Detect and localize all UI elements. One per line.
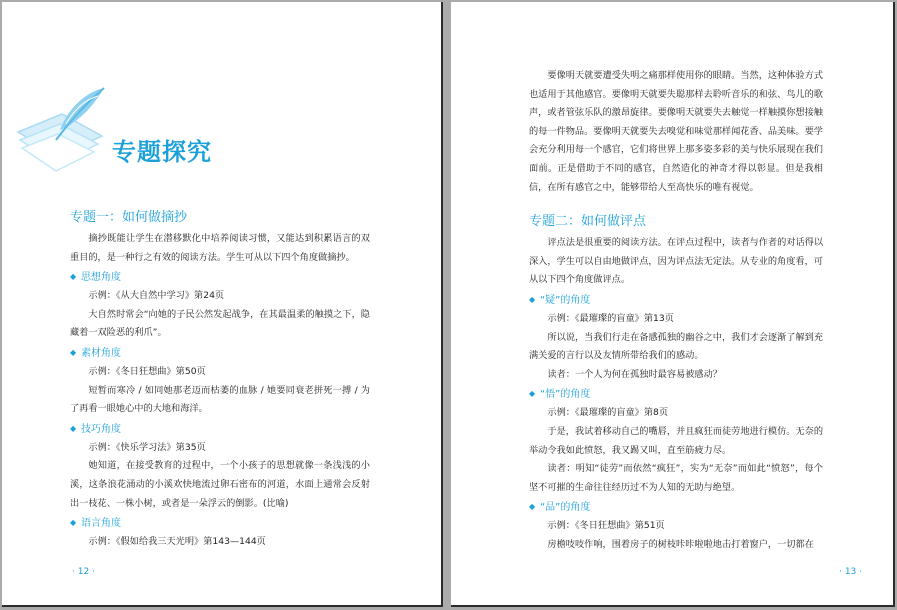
right-content xyxy=(529,67,823,554)
quote-paragraph: 所以说，当我们行走在备感孤独的幽谷之中，我们才会逐渐了解到充满关爱的言行以及友情所带给我们的感动。 xyxy=(529,331,824,362)
page-number: · 12 · xyxy=(72,567,95,577)
example-line: 示例：《最璀璨的盲童》第13页 xyxy=(547,312,674,324)
diamond-icon: ◆ xyxy=(70,518,77,528)
subheading-taste: ◆ “品”的角度 xyxy=(529,497,823,517)
main-title: 专题探究 xyxy=(112,137,212,166)
diamond-icon: ◆ xyxy=(529,502,536,512)
example-line: 示例：《从大自然中学习》第24页 xyxy=(88,290,225,302)
left-page xyxy=(2,2,443,607)
diamond-icon: ◆ xyxy=(529,389,536,399)
reader-comment: 读者：一个人为何在孤独时最容易被感动？ xyxy=(547,368,722,380)
section-heading: 专题二：如何做评点 xyxy=(529,214,647,230)
diamond-icon: ◆ xyxy=(70,272,77,282)
quote-paragraph: 房檐吱吱作响，围着房子的树枝咔咔啦啦地击打着窗户，一切都在 xyxy=(547,538,814,550)
quote-paragraph: 她知道，在接受教育的过程中，一个小孩子的思想就像一条浅浅的小溪，这条浪花涌动的小溪欢快地流过卵石密布的河道，水面上通常会反射出一枝花、一株小树，或者是一朵浮云的倒影。(比喻) xyxy=(70,460,370,509)
quote-paragraph: 大自然时常会“向她的子民公然发起战争，在其最温柔的触摸之下，隐藏着一双险恶的利爪”。 xyxy=(70,308,370,339)
intro-paragraph: 摘抄既能让学生在潜移默化中培养阅读习惯，又能达到积累语言的双重目的，是一种行之有效的阅读方法。学生可从以下四个角度做摘抄。 xyxy=(70,233,370,263)
right-page xyxy=(451,2,895,607)
example-line: 示例：《最璀璨的盲童》第8页 xyxy=(547,407,669,419)
diamond-icon: ◆ xyxy=(70,423,77,433)
quote-paragraph: 短暂而寒冷 / 如同她那老迈而枯萎的血脉 / 她要同衰老拼死一搏 / 为了再看一眼她心中的大地和海洋。 xyxy=(70,384,370,415)
diamond-icon: ◆ xyxy=(70,347,77,357)
example-line: 示例：《冬日狂想曲》第51页 xyxy=(547,520,665,532)
subheading-technique: ◆ 技巧角度 xyxy=(70,419,370,439)
example-line: 示例：《假如给我三天光明》第143—144页 xyxy=(88,536,266,548)
subheading-doubt: ◆ “疑”的角度 xyxy=(529,290,823,310)
page-number: · 13 · xyxy=(839,567,862,577)
reader-comment: 读者：明知“徒劳”而依然“疯狂”，实为“无奈”而如此“愤怒”，每个坚不可摧的生命往往经历过不为人知的无助与绝望。 xyxy=(529,463,823,493)
subheading-thought: ◆ 思想角度 xyxy=(70,267,370,287)
intro-paragraph: 评点法是很重要的阅读方法。在评点过程中，读者与作者的对话得以深入，学生可以自由地做评点，因为评点法无定法。从专业的角度看，可从以下四个角度做评点。 xyxy=(529,237,824,286)
diamond-icon: ◆ xyxy=(529,294,536,304)
top-paragraph: 要像明天就要遭受失明之痛那样使用你的眼睛。当然，这种体验方式也适用于其他感官。要像明天就要失聪那样去聆听音乐的和弦、鸟儿的歌声，或者管弦乐队的激昂旋律。要像明天就要失去触觉一样触摸你想接触的每一件物品。要像明天就要失去嗅觉和味觉那样闻花香、品美味。要学会充分利用每一个感官，它们将世界上那多姿多彩的美与快乐展现在我们面前。正是借助于不同的感官，自然造化的神奇才得以彰显。但是我相信，在所有感官之中，能够带给人至高快乐的唯有视觉。 xyxy=(529,70,824,193)
left-content xyxy=(70,207,370,552)
example-line: 示例：《冬日狂想曲》第50页 xyxy=(88,365,206,377)
subheading-insight: ◆ “悟”的角度 xyxy=(529,384,823,404)
section-heading: 专题一：如何做摘抄 xyxy=(70,210,188,225)
subheading-material: ◆ 素材角度 xyxy=(70,343,370,363)
book-quill-icon xyxy=(16,84,112,179)
quote-paragraph: 于是，我试着移动自己的嘴唇，并且疯狂而徒劳地进行模仿。无奈的举动令我如此愤怒，我又踢又叫，直至筋疲力尽。 xyxy=(529,425,824,456)
example-line: 示例：《快乐学习法》第35页 xyxy=(88,441,206,453)
subheading-language: ◆ 语言角度 xyxy=(70,513,370,533)
